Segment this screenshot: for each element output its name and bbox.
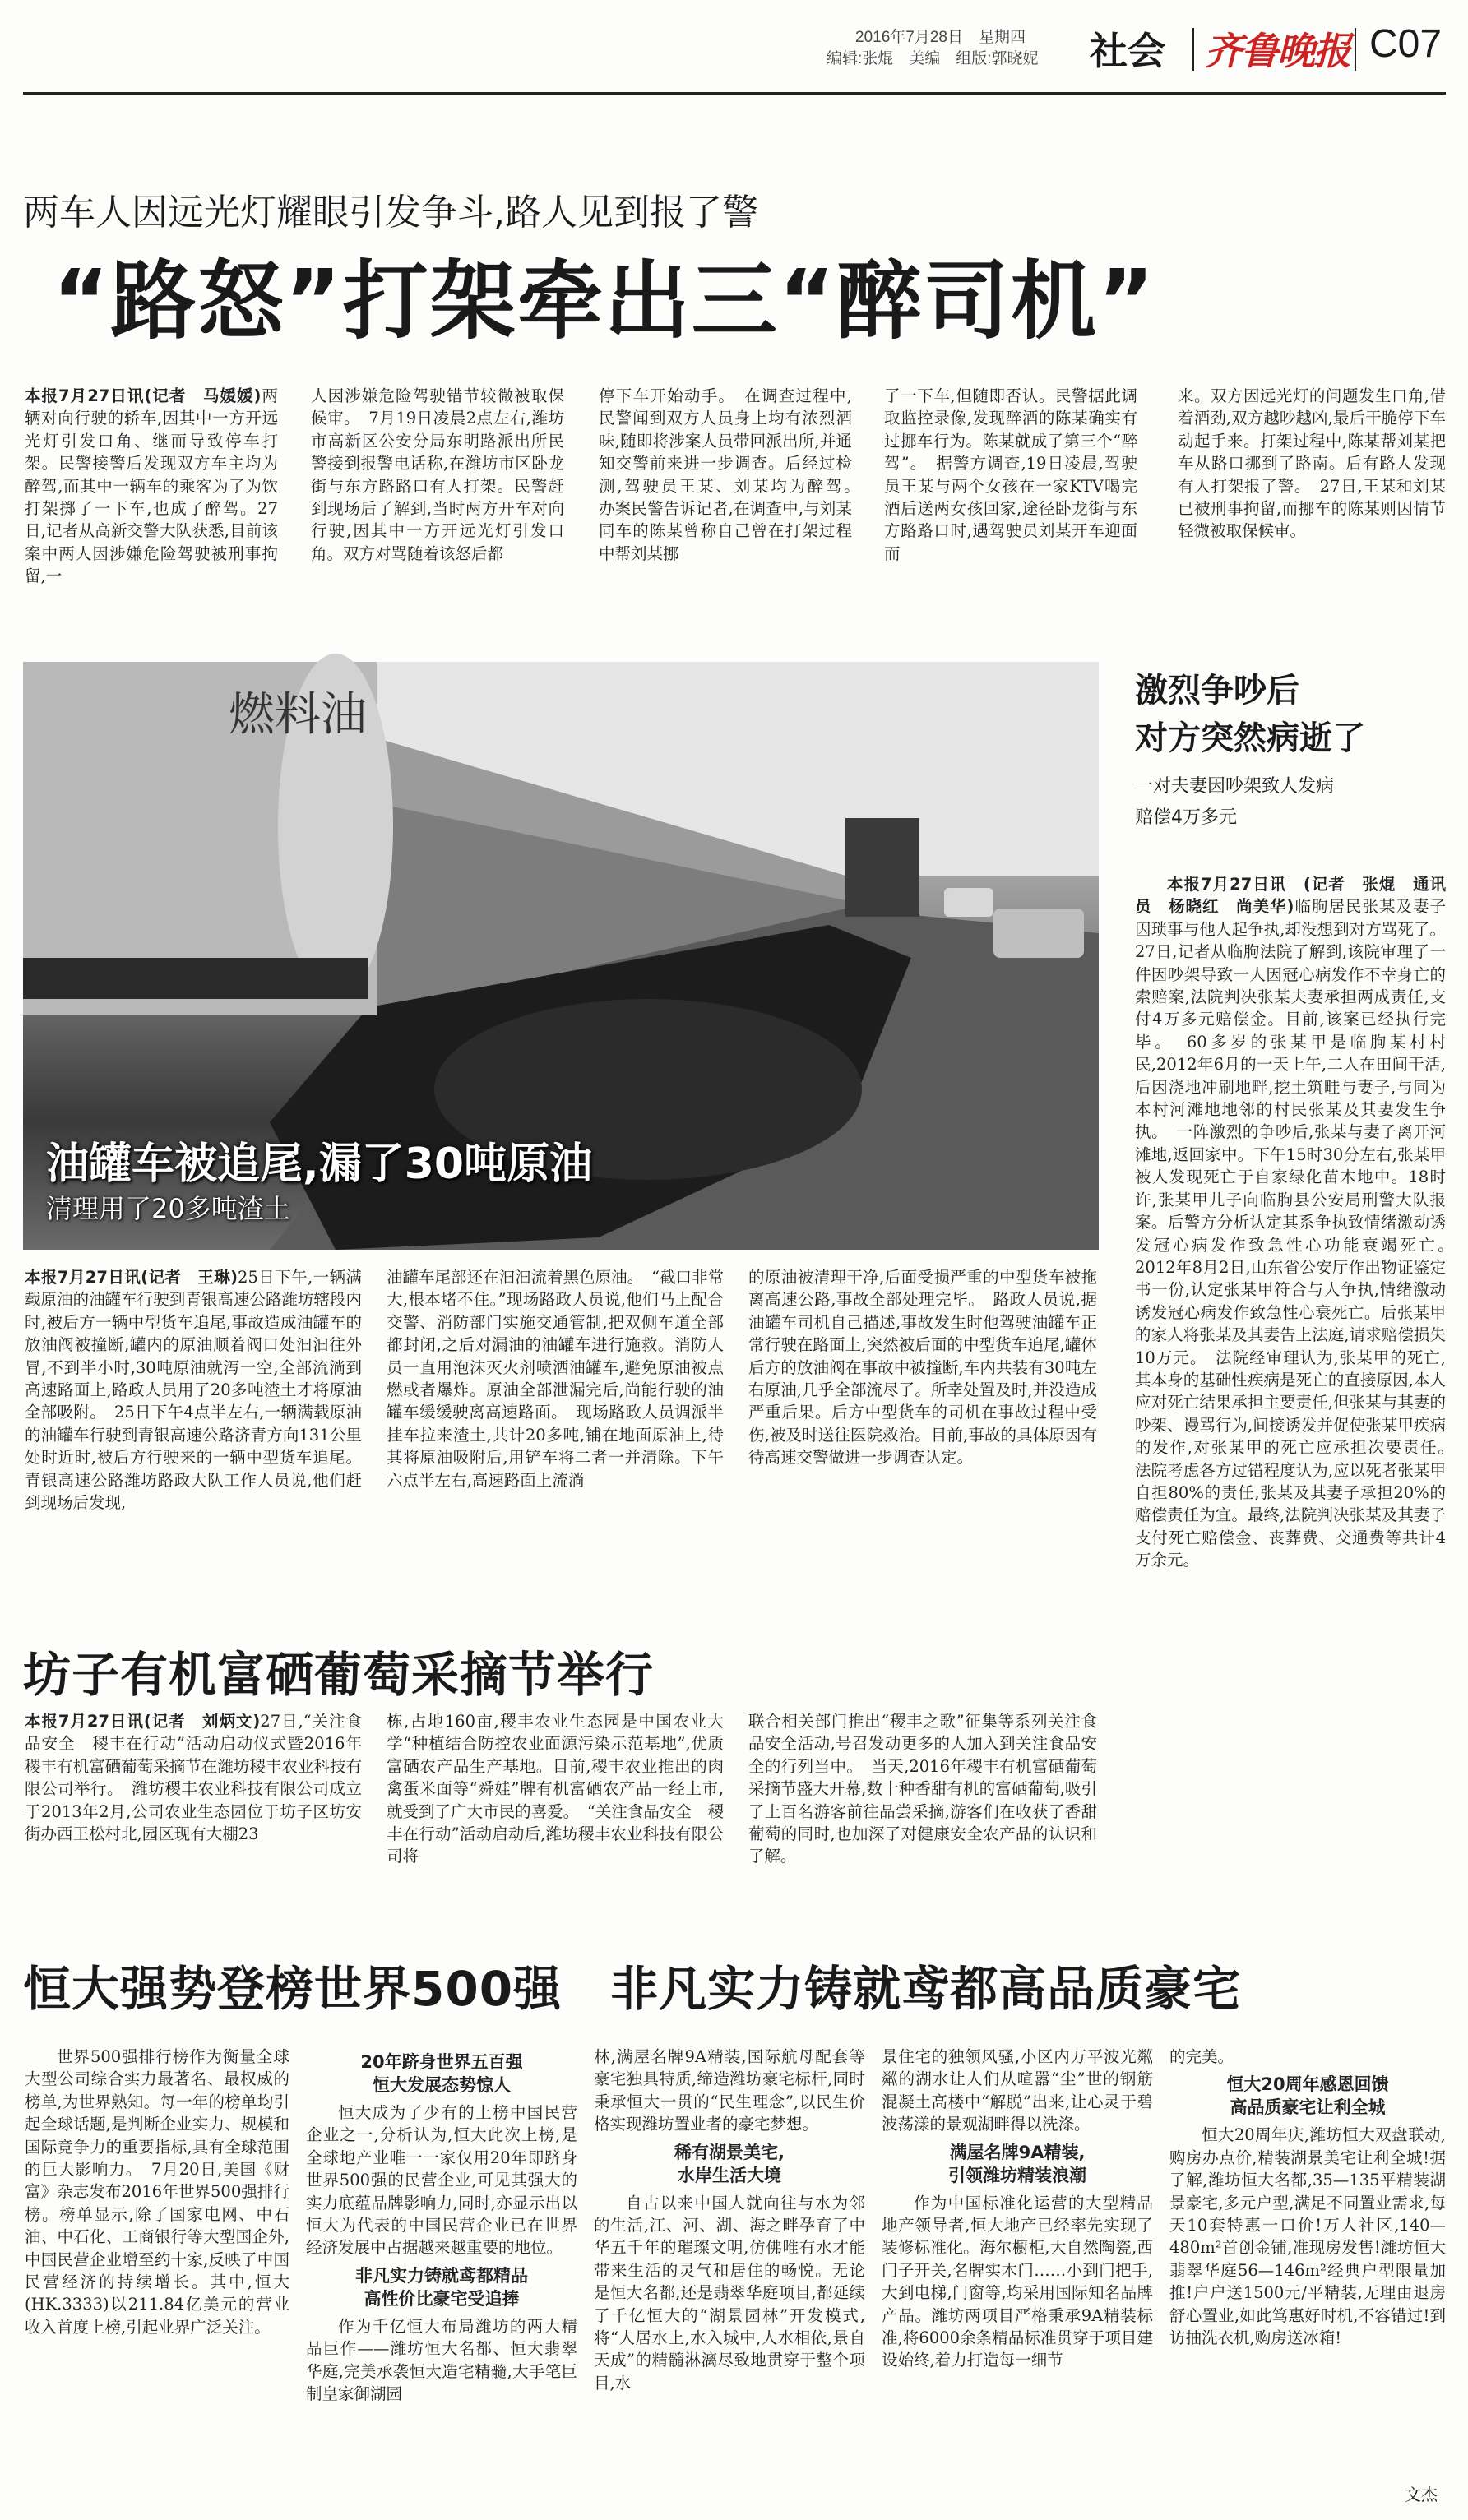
eg-col-5: 的完美。 恒大20周年感恩回馈 高品质豪宅让利全城 恒大20周年庆,潍坊恒大双盘联动,购房办点价,精装湖景美宅让利全城!据了解,潍坊恒大名都,35—135平精装湖景豪宅,多元户型,满足不同置业需求,每天10套特惠一口价!万人社区,140—480m²首创金铺,准现房发售!潍坊恒大翡翠华庭56—146m²经典户型限量加推!户户送1500元/平精装,无理由退房舒心置业,如此笃惠好时机,不容错过!到访抽洗衣机,购房送冰箱!	[1169, 2047, 1446, 2348]
oil-col-1: 本报7月27日讯(记者 王琳)25日下午,一辆满载原油的油罐车行驶到青银高速公路潍坊辖段内时,被后方一辆中型货车追尾,事故造成油罐车的放油阀被撞断,罐内的原油顺着阀口处汩汩往外冒,不到半小时,30吨原油就泻一空,全部流淌到高速路面上,路政人员用了20多吨渣土才将原油全部吸附。 25日下午4点半左右,一辆满载原油的油罐车行驶到青银高速公路济青方向131公里处时近时,被后方行驶来的一辆中型货车追尾。青银高速公路潍坊路政大队工作人员说,他们赶到现场后发现,	[25, 1268, 363, 1513]
right-subtitle-1: 一对夫妻因吵架致人发病	[1135, 776, 1335, 797]
right-title-1: 激烈争吵后	[1135, 672, 1299, 710]
eg-subhead-3: 稀有湖景美宅, 水岸生活大境	[674, 2142, 785, 2185]
issue-date: 2016年7月28日 星期四	[855, 29, 1026, 46]
grape-byline: 本报7月27日讯(记者 刘炳文)	[25, 1712, 261, 1731]
lead-col-4: 了一下车,但随即否认。民警据此调取监控录像,发现醉酒的陈某确实有过挪车行为。陈某就成了第三个“醉驾”。 据警方调查,19日凌晨,驾驶员王某与两个女孩在一家KTV喝完酒后送两女孩回家,途径卧龙街与东方路路口时,遇驾驶员刘某开车迎面而	[884, 386, 1137, 563]
grape-col-1: 本报7月27日讯(记者 刘炳文)27日,“关注食品安全 稷丰在行动”活动启动仪式暨2016年稷丰有机富硒葡萄采摘节在潍坊稷丰农业科技有限公司举行。 潍坊稷丰农业科技有限公司成立于2013年2月,公司农业生态园位于坊子区坊安街办西王松村北,园区现有大棚23	[25, 1712, 362, 1844]
right-story-body: 本报7月27日讯 (记者 张焜 通讯员 杨晓红 尚美华)临朐居民张某及妻子因琐事与他人起争执,却没想到对方骂死了。27日,记者从临朐法院了解到,该院审理了一件因吵架导致一人因冠心病发作不幸身亡的索赔案,法院判决张某夫妻承担两成责任,支付4万多元赔偿金。目前,该案已经执行完毕。 60多岁的张某甲是临朐某村村民,2012年6月的一天上午,二人在田间干活,后因浇地冲刷地畔,挖土筑畦与妻子,与同为本村河滩地地邻的村民张某及其妻发生争执。 一阵激烈的争吵后,张某与妻子离开河滩地,返回家中。下午15时30分左右,张某甲被人发现死亡于自家绿化苗木地中。18时许,张某甲儿子向临朐县公安局刑警大队报案。后警方分析认定其系争执致情绪激动诱发冠心病发作致急性心功能衰竭死亡。 2012年8月2日,山东省公安厅作出物证鉴定书一份,认定张某甲符合与人争执,情绪激动诱发冠心病发作致急性心衰死亡。后张某甲的家人将张某及其妻告上法庭,请求赔偿损失10万元。 法院经审理认为,张某甲的死亡,其本身的基础性疾病是死亡的直接原因,本人应对死亡结果承担主要责任,但张某与其妻的吵架、谩骂行为,间接诱发并促使张某甲疾病的发作,对张某甲的死亡应承担次要责任。 法院考虑各方过错程度认为,应以死者张某甲自担80%的责任,张某及其妻子承担20%的赔偿责任为宜。最终,法院判决张某及其妻子支付死亡赔偿金、丧葬费、交通费等共计4万余元。	[1135, 875, 1462, 1570]
eg-subhead-2: 非凡实力铸就鸢都精品 高性价比豪宅受追捧	[355, 2265, 528, 2309]
editor-credits: 编辑:张焜 美编 组版:郭晓妮	[827, 50, 1039, 67]
evergrande-headline: 恒大强势登榜世界500强 非凡实力铸就鸢都高品质豪宅	[23, 1961, 1242, 2017]
oil-col-2: 油罐车尾部还在汩汩流着黑色原油。 “截口非常大,根本堵不住。”现场路政人员说,他们马上配合交警、消防部门实施交通管制,把双侧车道全部都封闭,之后对漏油的油罐车进行施救。消防人员一直用泡沫灭火剂喷洒油罐车,避免原油被点燃或者爆炸。原油全部泄漏完后,尚能行驶的油罐车缓缓驶离高速路面。 现场路政人员调派半挂车拉来渣土,共计20多吨,铺在地面原油上,待其将原油吸附后,用铲车将二者一并清除。下午六点半左右,高速路面上流淌	[387, 1268, 724, 1490]
lead-col-3: 停下车开始动手。 在调查过程中,民警闻到双方人员身上均有浓烈酒味,随即将涉案人员带回派出所,并通知交警前来进一步调查。后经过检测,驾驶员王某、刘某均为醉驾。 办案民警告诉记者,在调查中,与刘某同车的陈某曾称自己曾在打架过程中帮刘某挪	[599, 386, 868, 563]
tank-label: 燃料油	[229, 688, 367, 742]
right-title-2: 对方突然病逝了	[1135, 719, 1365, 757]
oil-byline: 本报7月27日讯(记者 王琳)	[25, 1268, 238, 1287]
eg-subhead-5: 恒大20周年感恩回馈 高品质豪宅让利全城	[1226, 2074, 1389, 2118]
lead-col-2: 人因涉嫌危险驾驶错节较微被取保候审。 7月19日凌晨2点左右,潍坊市高新区公安分局东明路派出所民警接到报警电话称,在潍坊市区卧龙街与东方路路口有人打架。民警赶到现场后了解到,当时两方开车对向行驶,因其中一方开远光灯引发口角。双方对骂随着该怒后都	[311, 386, 564, 563]
photo-caption: 油罐车被追尾,漏了30吨原油	[46, 1140, 593, 1189]
grape-col-2: 栋,占地160亩,稷丰农业生态园是中国农业大学“种植结合防控农业面源污染示范基地”,优质富硒农产品生产基地。目前,稷丰农业推出的肉禽蛋米面等“舜娃”牌有机富硒农产品一经上市,就受到了广大市民的喜爱。 “关注食品安全 稷丰在行动”活动启动后,潍坊稷丰农业科技有限公司将	[387, 1712, 724, 1866]
right-byline: 本报7月27日讯 (记者 张焜 通讯员 杨晓红 尚美华)	[1135, 875, 1446, 917]
lead-byline: 本报7月27日讯(记者 马媛媛)	[25, 386, 262, 405]
eg-col-3: 林,满屋名牌9A精装,国际航母配套等豪宅独具特质,缔造潍坊豪宅标杆,同时秉承恒大一贯的“民生理念”,以民生价格实现潍坊置业者的豪宅梦想。 稀有湖景美宅, 水岸生活大境 自古以来中国人就向往与水为邻的生活,江、河、湖、海之畔孕育了中华五千年的璀璨文明,仿佛唯有水才能带来生活的灵气和居住的畅悦。无论是恒大名都,还是翡翠华庭项目,都延续了千亿恒大的“湖景园林”开发模式,将“人居水上,水入城中,人水相依,景自天成”的精髓淋漓尽致地贯穿于整个项目,水	[594, 2047, 865, 2393]
eg-signature: 文杰	[1405, 2485, 1438, 2504]
lead-kicker: 两车人因远光灯耀眼引发争斗,路人见到报了警	[23, 192, 758, 234]
page-number: C07	[1369, 22, 1443, 66]
newspaper-logo: 齐鲁晚报	[1205, 29, 1350, 73]
lead-col-5: 来。双方因远光灯的问题发生口角,借着酒劲,双方越吵越凶,最后干脆停下车动起手来。打架过程中,陈某帮刘某把车从路口挪到了路南。后有路人发现有人打架报了警。 27日,王某和刘某已被刑事拘留,而挪车的陈某则因情节轻微被取保候审。	[1178, 386, 1446, 541]
eg-col-2: 20年跻身世界五百强 恒大发展态势惊人 恒大成为了少有的上榜中国民营企业之一,分析认为,恒大此次上榜,是全球地产业唯一一家仅用20年即跻身世界500强的民营企业,可见其强大的实力底蕴品牌影响力,同时,亦显示出以恒大为代表的中国民营企业已在世界经济发展中占据越来越重要的地位。 非凡实力铸就鸢都精品 高性价比豪宅受追捧 作为千亿恒大布局潍坊的两大精品巨作——潍坊恒大名都、恒大翡翠华庭,完美承袭恒大造宅精髓,大手笔巨制皇家御湖园	[306, 2052, 577, 2404]
news-photo-oil-spill	[23, 662, 1099, 1250]
right-subtitle-2: 赔偿4万多元	[1135, 807, 1237, 828]
oil-col-3: 的原油被清理干净,后面受损严重的中型货车被拖离高速公路,事故全部处理完毕。 路政人员说,据油罐车司机自己描述,事故发生时他驾驶油罐车正常行驶在路面上,突然被后面的中型货车追尾,罐体后方的放油阀在事故中被撞断,车内共装有30吨左右原油,几乎全部流尽了。所幸处置及时,并没造成严重后果。后方中型货车的司机在事故过程中受伤,被及时送往医院救治。目前,事故的具体原因有待高速交警做进一步调查认定。	[748, 1268, 1097, 1468]
lead-col-1: 本报7月27日讯(记者 马媛媛)两辆对向行驶的轿车,因其中一方开远光灯引发口角、继而导致停车打架。民警接警后发现双方车主均为醉驾,而其中一辆车的乘客为了为饮打架掷了一下车,也成了醉驾。27日,记者从高新交警大队获悉,目前该案中两人因涉嫌危险驾驶被刑事拘留,一	[25, 386, 278, 586]
masthead-rule	[23, 92, 1446, 95]
photo-subcaption: 清理用了20多吨渣土	[46, 1193, 290, 1224]
lead-headline: “路怒”打架牵出三“醉司机”	[53, 251, 1156, 351]
section-name: 社会	[1090, 29, 1165, 73]
masthead-divider	[1192, 28, 1194, 71]
masthead-divider	[1355, 28, 1356, 71]
eg-col-4: 景住宅的独领风骚,小区内万平波光粼粼的湖水让人们从喧嚣“尘”世的钢筋混凝土高楼中“解脱”出来,让心灵于碧波荡漾的景观湖畔得以洗涤。 满屋名牌9A精装, 引领潍坊精装浪潮 作为中国标准化运营的大型精品地产领导者,恒大地产已经率先实现了装修标准化。海尔橱柜,大自然陶瓷,西门子开关,名牌实木门……小到门把手,大到电梯,门窗等,均采用国际知名品牌产品。潍坊两项目严格秉承9A精装标准,将6000余条精品标准贯穿于项目建设始终,着力打造每一细节	[882, 2047, 1153, 2370]
grape-col-3: 联合相关部门推出“稷丰之歌”征集等系列关注食品安全活动,号召发动更多的人加入到关注食品安全的行列当中。 当天,2016年稷丰有机富硒葡萄采摘节盛大开幕,数十种香甜有机的富硒葡萄,吸引了上百名游客前往品尝采摘,游客们在收获了香甜葡萄的同时,也加深了对健康安全农产品的认识和了解。	[748, 1712, 1097, 1866]
eg-subhead-4: 满屋名牌9A精装, 引领潍坊精装浪潮	[948, 2142, 1086, 2185]
grape-headline: 坊子有机富硒葡萄采摘节举行	[23, 1647, 655, 1703]
eg-subhead-1: 20年跻身世界五百强 恒大发展态势惊人	[360, 2052, 523, 2095]
eg-col-1: 世界500强排行榜作为衡量全球大型公司综合实力最著名、最权威的榜单,为世界熟知。每一年的榜单均引起全球话题,是判断企业实力、规模和国际竞争力的重要指标,具有全球范围的巨大影响力。 7月20日,美国《财富》杂志发布2016年世界500强排行榜。榜单显示,除了国家电网、中石油、中石化、工商银行等大型国企外,中国民营企业增至约十家,反映了中国民营经济的持续增长。其中,恒大(HK.3333)以211.84亿美元的营业收入首度上榜,引起业界广泛关注。	[25, 2047, 289, 2337]
